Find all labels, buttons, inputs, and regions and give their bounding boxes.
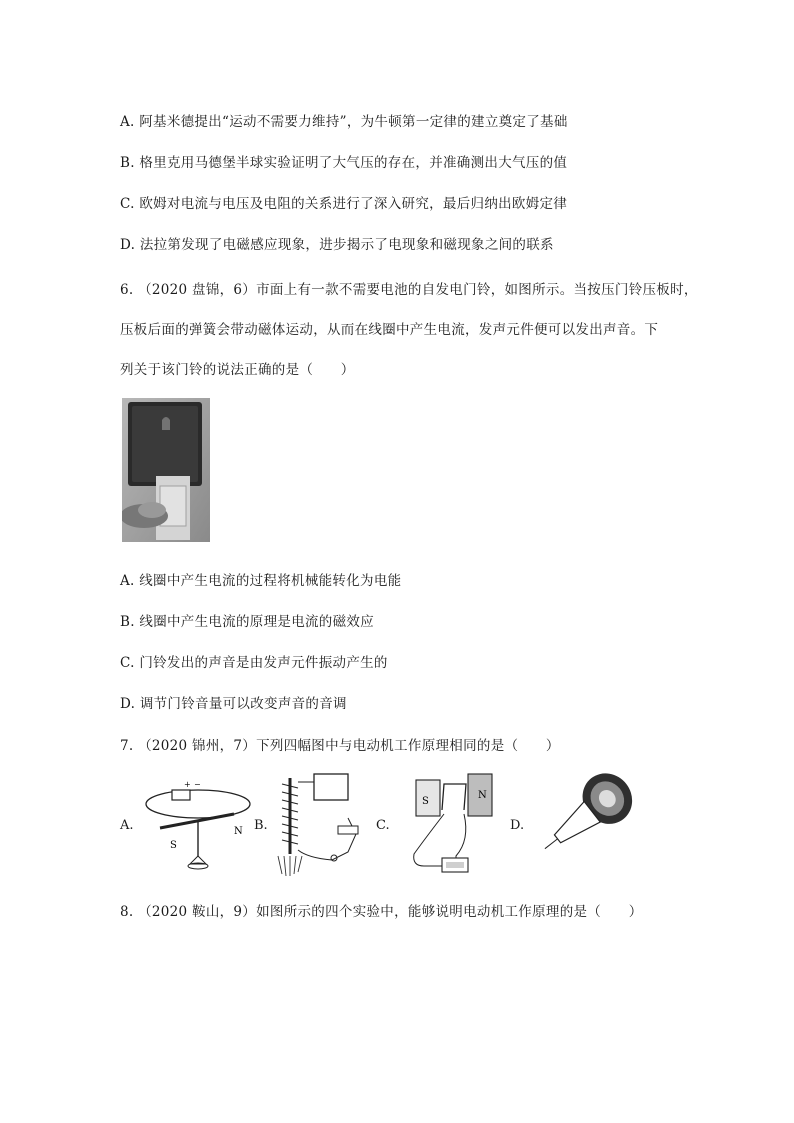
q6-option-a: A. 线圈中产生电流的过程将机械能转化为电能	[120, 573, 402, 589]
q5-option-c: C. 欧姆对电流与电压及电阻的关系进行了深入研究，最后归纳出欧姆定律	[120, 196, 568, 212]
q7-stem: 7. （2020 锦州，7）下列四幅图中与电动机工作原理相同的是（ ）	[120, 738, 560, 754]
fig-a-s: S	[170, 840, 177, 851]
fig-a-label: A.	[120, 818, 134, 833]
fig-a-plus: +	[184, 780, 191, 789]
q6-stem-line-1: 6. （2020 盘锦，6）市面上有一款不需要电池的自发电门铃，如图所示。当按压门铃压板时，	[120, 282, 698, 298]
q5-option-d: D. 法拉第发现了电磁感应现象，进步揭示了电现象和磁现象之间的联系	[120, 237, 554, 253]
q6-option-c: C. 门铃发出的声音是由发声元件振动产生的	[120, 655, 388, 671]
q8-stem: 8. （2020 鞍山，9）如图所示的四个实验中，能够说明电动机工作原理的是（ ）	[120, 904, 643, 920]
figure-a-compass-wire	[142, 776, 254, 876]
q6-stem-line-2: 压板后面的弹簧会带动磁体运动，从而在线圈中产生电流，发声元件便可以发出声音。下	[120, 322, 659, 338]
fig-c-label: C.	[376, 818, 390, 833]
fig-c-s: S	[422, 796, 429, 807]
q6-option-d: D. 调节门铃音量可以改变声音的音调	[120, 696, 347, 712]
q5-option-a: A. 阿基米德提出“运动不需要力维持”，为牛顿第一定律的建立奠定了基础	[120, 114, 568, 130]
fig-b-label: B.	[254, 818, 268, 833]
figure-b-electromagnet	[268, 770, 378, 880]
q6-stem-line-3: 列关于该门铃的说法正确的是（ ）	[120, 362, 355, 378]
doorbell-photo	[122, 398, 210, 542]
q7-figures	[118, 770, 658, 880]
fig-a-n: N	[234, 826, 243, 837]
fig-c-n: N	[478, 790, 487, 801]
q6-option-b: B. 线圈中产生电流的原理是电流的磁效应	[120, 614, 375, 630]
fig-a-minus: −	[194, 780, 201, 789]
figure-d-microphone	[530, 772, 648, 872]
figure-c-motor-magnet	[404, 770, 504, 880]
fig-d-label: D.	[510, 818, 525, 833]
q5-option-b: B. 格里克用马德堡半球实验证明了大气压的存在，并准确测出大气压的值	[120, 155, 568, 171]
